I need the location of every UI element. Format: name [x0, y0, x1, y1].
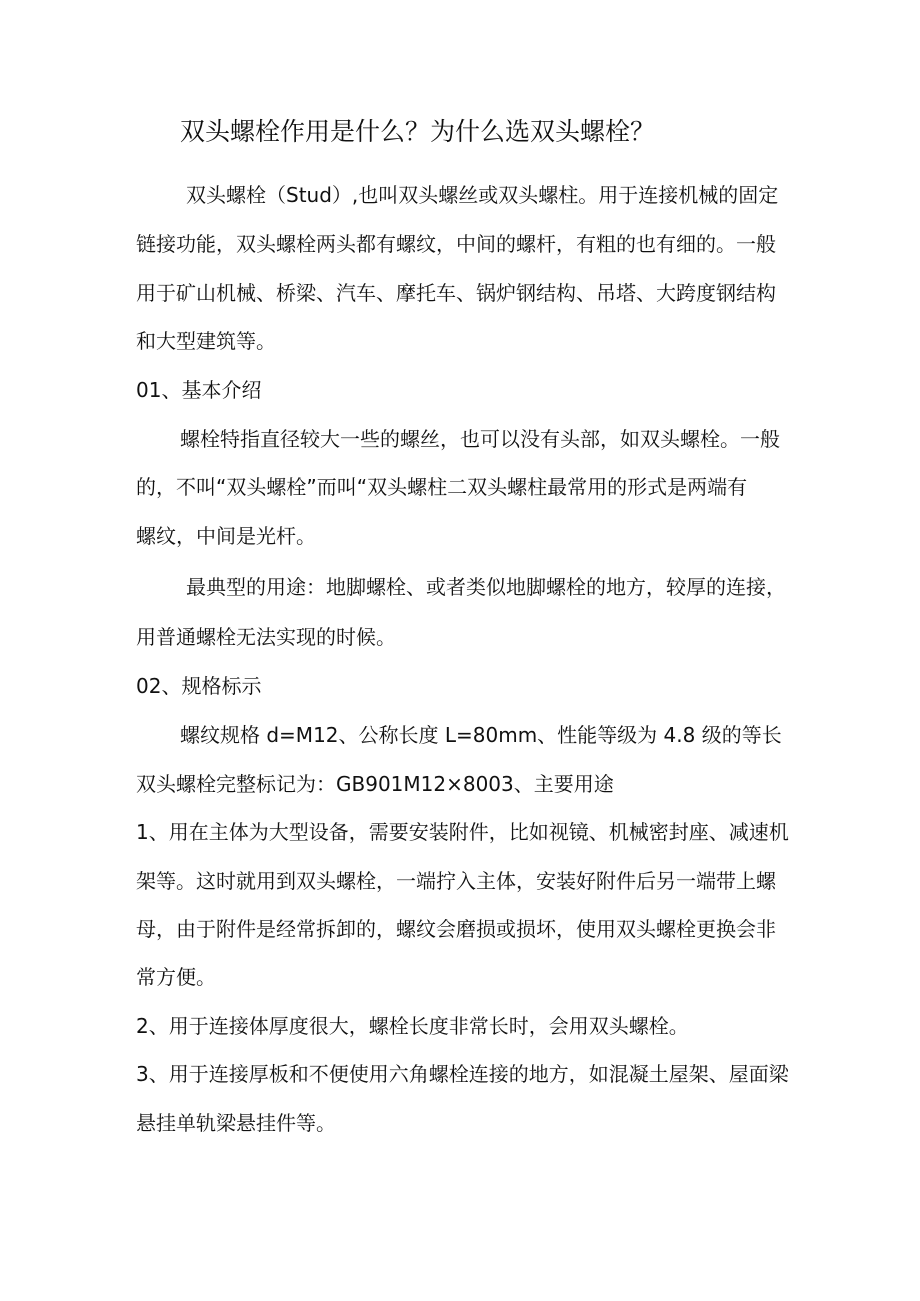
usage-item-1-line-4: 常方便。: [136, 965, 216, 989]
section-heading-spec: 02、规格标示: [136, 674, 262, 698]
intro-line-1: 双头螺栓（Stud）,也叫双头螺丝或双头螺柱。用于连接机械的固定: [186, 183, 779, 207]
section1-para1-line-1: 螺栓特指直径较大一些的螺丝，也可以没有头部，如双头螺栓。一般: [180, 427, 780, 451]
usage-item-1-line-3: 母，由于附件是经常拆卸的，螺纹会磨损或损坏，使用双头螺栓更换会非: [136, 917, 776, 941]
section1-para2-line-2: 用普通螺栓无法实现的时候。: [136, 625, 396, 649]
intro-line-3: 用于矿山机械、桥梁、汽车、摩托车、锅炉钢结构、吊塔、大跨度钢结构: [136, 281, 776, 305]
section1-para2-line-1: 最典型的用途：地脚螺栓、或者类似地脚螺栓的地方，较厚的连接，: [186, 575, 786, 599]
intro-line-4: 和大型建筑等。: [136, 329, 276, 353]
usage-item-3-line-1: 3、用于连接厚板和不便使用六角螺栓连接的地方，如混凝土屋架、屋面梁: [136, 1062, 789, 1086]
usage-item-2-line-1: 2、用于连接体厚度很大，螺栓长度非常长时，会用双头螺栓。: [136, 1014, 689, 1038]
intro-line-2: 链接功能，双头螺栓两头都有螺纹，中间的螺杆，有粗的也有细的。一般: [136, 232, 776, 256]
usage-item-1-line-2: 架等。这时就用到双头螺栓，一端拧入主体，安装好附件后另一端带上螺: [136, 869, 776, 893]
section1-para1-line-3: 螺纹，中间是光杆。: [136, 524, 316, 548]
section2-para1-line-2: 双头螺栓完整标记为：GB901M12×8003、主要用途: [136, 772, 614, 796]
section-heading-basic-intro: 01、基本介绍: [136, 378, 262, 402]
section2-para1-line-1: 螺纹规格 d=M12、公称长度 L=80mm、性能等级为 4.8 级的等长: [180, 723, 782, 747]
document-title: 双头螺栓作用是什么？为什么选双头螺栓？: [180, 117, 656, 146]
usage-item-3-line-2: 悬挂单轨梁悬挂件等。: [136, 1111, 336, 1135]
section1-para1-line-2: 的，不叫“双头螺栓”而叫“双头螺柱二双头螺柱最常用的形式是两端有: [136, 475, 748, 499]
usage-item-1-line-1: 1、用在主体为大型设备，需要安装附件，比如视镜、机械密封座、减速机: [136, 820, 789, 844]
